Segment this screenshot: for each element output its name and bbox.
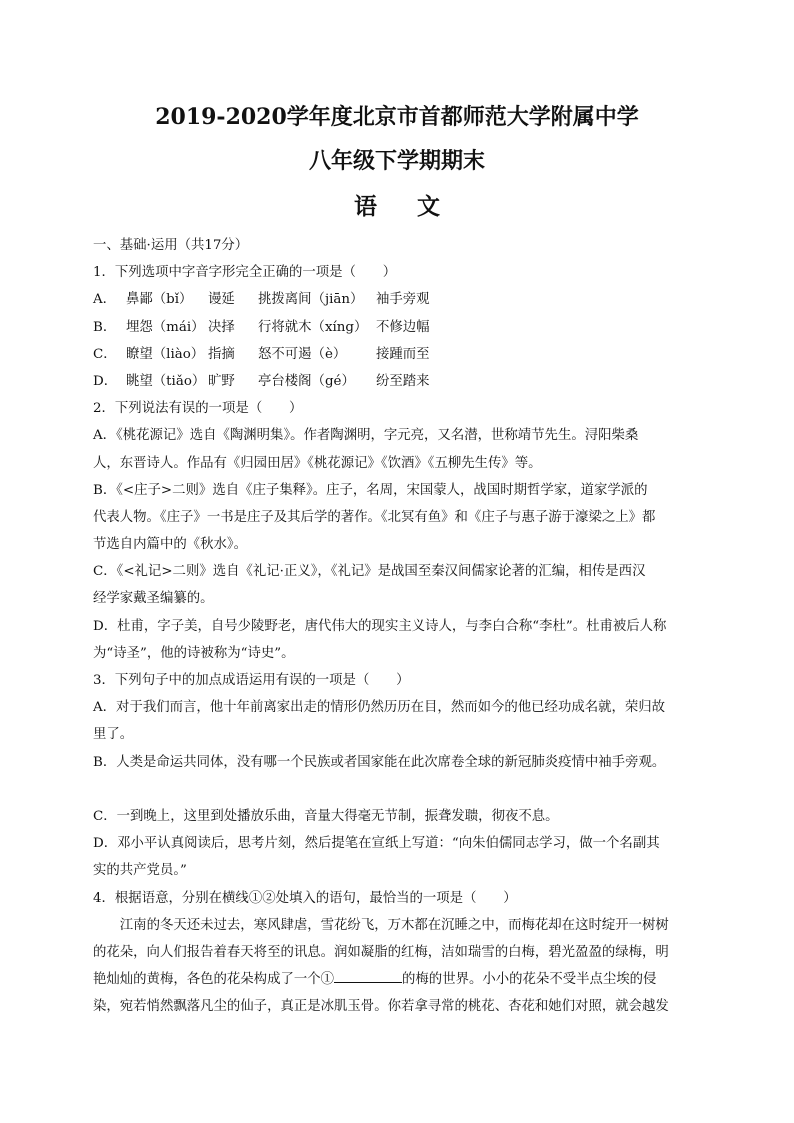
question-2-option-a-line1: A．《桃花源记》选自《陶渊明集》。作者陶渊明，字元亮，又名潜，世称靖节先生。浔阳柴桑 <box>93 428 639 444</box>
passage-line-3 <box>93 966 705 993</box>
question-1-stem: 1．下列选项中字音字形完全正确的一项是（ ） <box>93 265 397 281</box>
subject-char-2: 文 <box>417 193 440 220</box>
option-letter: B． <box>93 319 117 335</box>
subject-char-1: 语 <box>354 193 377 220</box>
question-2-option-c-line2: 经学家戴圣编纂的。 <box>93 591 214 607</box>
option-word: 旷野 <box>208 373 235 389</box>
question-2-option-d-line1: D．杜甫，字子美，自号少陵野老，唐代伟大的现实主义诗人，与李白合称“李杜”。杜甫被后人称 <box>93 618 667 634</box>
fill-blank <box>334 968 402 983</box>
option-word: 挑拨离间（jiān） <box>258 292 364 308</box>
question-2-option-c-line1: C．《<礼记>二则》选自《礼记·正义》，《礼记》是战国至秦汉间儒家论著的汇编，相传是西汉 <box>93 564 646 580</box>
section-heading: 一、基础·运用（共17分） <box>93 238 249 253</box>
option-letter: D． <box>93 373 118 389</box>
question-2-option-a-line2: 人，东晋诗人。作品有《归园田居》《桃花源记》《饮酒》《五柳先生传》等。 <box>93 455 542 471</box>
question-1-option-b <box>93 314 705 341</box>
question-3-stem: 3．下列句子中的加点成语运用有误的一项是（ ） <box>93 673 410 688</box>
question-3-option-b-line1: B．人类是命运共同体，没有哪一个民族或者国家能在此次席卷全球的新冠肺炎疫情中袖手旁观。 <box>93 754 666 770</box>
option-word: 眺望（tiǎo） <box>126 373 206 389</box>
question-3-option-d-line2: 实的共产党员。” <box>93 863 187 879</box>
blank-spacer <box>93 776 705 803</box>
subject-title <box>0 188 794 221</box>
option-word: 瞭望（liào） <box>126 346 205 362</box>
question-2-stem: 2．下列说法有误的一项是（ ） <box>93 401 303 417</box>
question-3-option-d-line1: D．邓小平认真阅读后，思考片刻，然后提笔在宣纸上写道：“向朱伯儒同志学习，做一个名副其 <box>93 836 660 852</box>
question-3-option-a-line1: A．对于我们而言，他十年前离家出走的情形仍然历历在目，然而如今的他已经功成名就，荣归故 <box>93 700 666 716</box>
option-word: 鼻鄙（bǐ） <box>126 292 193 308</box>
passage-text: 的梅的世界。小小的花朵不受半点尘埃的侵 <box>402 972 657 988</box>
option-word: 决择 <box>208 319 235 335</box>
question-4-stem: 4．根据语意，分别在横线①②处填入的语句，最恰当的一项是（ ） <box>93 890 517 906</box>
question-2-option-b-line2: 代表人物。《庄子》一书是庄子及其后学的著作。《北冥有鱼》和《庄子与惠子游于濠梁之上》都 <box>93 509 656 525</box>
question-2-option-b-line3: 节选自内篇中的《秋水》。 <box>93 537 247 553</box>
exam-subtitle: 八年级下学期期末 <box>308 148 485 174</box>
option-letter: C． <box>93 346 117 362</box>
option-letter: A． <box>93 292 117 308</box>
exam-content <box>93 232 705 1020</box>
option-word: 行将就木（xíng） <box>258 319 368 335</box>
passage-line-1: 江南的冬天还未过去，寒风肆虐，雪花纷飞，万木都在沉睡之中，而梅花却在这时绽开一树树 <box>119 917 669 933</box>
question-1-option-d <box>93 368 705 395</box>
option-word: 不修边幅 <box>376 319 430 335</box>
passage-line-2: 的花朵，向人们报告着春天将至的讯息。润如凝脂的红梅，洁如瑞雪的白梅，碧光盈盈的绿梅，明 <box>93 944 669 960</box>
option-word: 接踵而至 <box>376 346 430 362</box>
question-2-option-b-line1: B．《<庄子>二则》选自《庄子集释》。庄子，名周，宋国蒙人，战国时期哲学家，道家学派的 <box>93 482 648 498</box>
question-3-option-a-line2: 里了。 <box>93 727 134 743</box>
exam-title: 2019-2020学年度北京市首都师范大学附属中学 <box>155 104 639 130</box>
option-word: 怒不可遏（è） <box>258 346 347 362</box>
option-word: 纷至踏来 <box>376 373 430 389</box>
question-1-option-c <box>93 341 705 368</box>
question-3-option-c-line1: C．一到晚上，这里到处播放乐曲，音量大得毫无节制，振聋发聩，彻夜不息。 <box>93 808 559 824</box>
question-2-option-d-line2: 为“诗圣”，他的诗被称为“诗史”。 <box>93 645 295 661</box>
option-word: 亭台楼阁（gé） <box>258 373 355 389</box>
passage-line-4: 染，宛若悄然飘落凡尘的仙子，真正是冰肌玉骨。你若拿寻常的桃花、杏花和她们对照，就会越发 <box>93 999 669 1015</box>
option-word: 指摘 <box>208 346 235 362</box>
option-word: 袖手旁观 <box>376 292 430 308</box>
passage-text: 艳灿灿的黄梅，各色的花朵构成了一个① <box>93 972 335 988</box>
option-word: 谩延 <box>208 292 235 308</box>
question-1-option-a <box>93 286 705 313</box>
option-word: 埋怨（mái） <box>126 319 205 335</box>
